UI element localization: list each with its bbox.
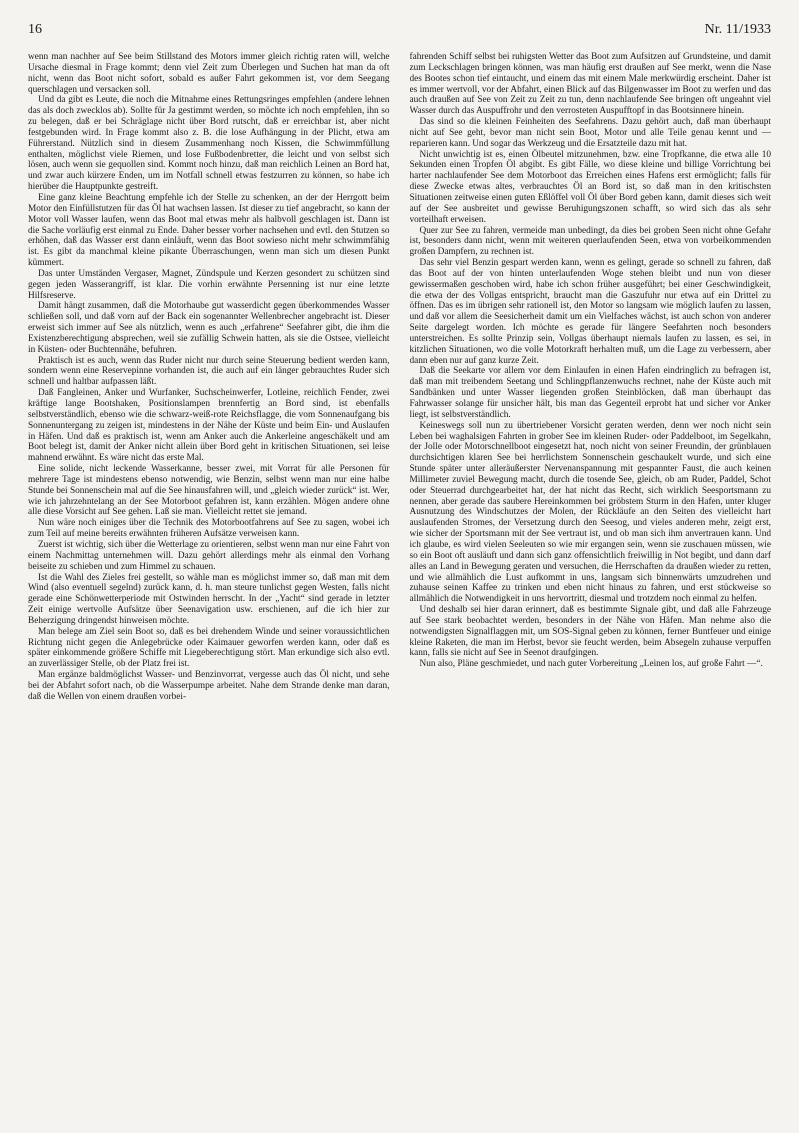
right-column — [410, 52, 772, 1119]
issue-number: Nr. 11/1933 — [704, 22, 771, 37]
page-number: 16 — [28, 22, 42, 37]
paragraph: wenn man nachher auf See beim Stillstand des Motors immer gleich richtig raten will, welche Ursache diesmal in Frage kommt; denn viel Zeit zum Überlegen und Suchen hat man da oft nicht, wenn das Boot nicht sofort, sobald es außer Fahrt gekommen ist, vor dem Seegang querschlagen und versacken soll. — [28, 52, 390, 95]
paragraph: Nun wäre noch einiges über die Technik des Motorbootfahrens auf See zu sagen, wobei ich zum Teil auf meine bereits erwähnten früheren Aufsätze verweisen kann. — [28, 518, 390, 540]
paragraph: Ist die Wahl des Zieles frei gestellt, so wähle man es möglichst immer so, daß man mit dem Wind (also eventuell segelnd) zurück kann, d. h. man steure tunlichst gegen Westen, falls nicht gerade eine Schönwetterperiode mit Ostwinden herrscht. In der „Yacht“ sind gerade in letzter Zeit einige wertvolle Aufsätze über Seenavigation usw. erschienen, auf die ich hier zur Beherzigung dringendst hinweisen möchte. — [28, 572, 390, 626]
paragraph: Praktisch ist es auch, wenn das Ruder nicht nur durch seine Steuerung bedient werden kann, sondern wenn eine Reservepinne vorhanden ist, die auch auf ein länger gebrauchtes Ruder sich schnell und haltbar aufpassen läßt. — [28, 355, 390, 388]
paragraph: Das sehr viel Benzin gespart werden kann, wenn es gelingt, gerade so schnell zu fahren, daß das Boot auf der von hinten unterlaufenden Woge stehen bleibt und nun von dieser gewissermaßen geschoben wird, habe ich schon früher ausgeführt; bei einer Geschwindigkeit, die etwa der des Vollgas entspricht, braucht man die Gaszufuhr nur etwa auf ein Drittel zu öffnen. Das es im übrigen sehr rationell ist, den Motor so langsam wie möglich laufen zu lassen, und daß vor allem die Seesicherheit damit um ein Vielfaches wächst, ist auch schon von anderer Seite dargelegt worden. Ich möchte es gerade für längere Seefahrten noch besonders unterstreichen. Es sollte Prinzip sein, Vollgas überhaupt niemals laufen zu lassen, es sei, in kitzlichen Situationen, wo die volle Motorkraft herhalten muß, um die Lage zu verbessern, aber dann eben nur auf ganz kurze Zeit. — [409, 258, 771, 366]
paragraph: Man belege am Ziel sein Boot so, daß es bei drehendem Winde und seiner voraussichtlichen Richtung nicht gegen die Anlegebrücke oder Kaimauer geworfen werden kann, oder daß es später einkommende größere Schiffe mit Liegeberechtigung stört. Man erkundige sich also evtl. an zuverlässiger Stelle, ob der Platz frei ist. — [28, 626, 390, 670]
article-body — [28, 52, 771, 1119]
paragraph: Und deshalb sei hier daran erinnert, daß es bestimmte Signale gibt, und daß alle Fahrzeuge auf See stark beobachtet werden, besonders in der Nähe von Häfen. Man nehme also die notwendigsten Signalflaggen mit, um SOS-Signal geben zu können, ferner Buntfeuer und einige kleine Raketen, die man im Herbst, bevor sie feucht werden, beim Absegeln zuhause verpuffen kann, falls sie nicht auf See in Seenot draufgingen. — [409, 605, 771, 659]
paragraph: Eine ganz kleine Beachtung empfehle ich der Stelle zu schenken, an der der Herrgott beim Motor den Einfüllstutzen für das Öl hat wachsen lassen. Ist dieser zu tief angebracht, so kann der Motor voll Wasser laufen, wenn das Boot mal etwas mehr als halbvoll geschlagen ist. Dann ist die Sache vorläufig erst einmal zu Ende. Daher besser vorher nachsehen und evtl. den Stutzen so erhöhen, daß das Wasser erst dann einläuft, wenn das Boot sowieso nicht mehr schwimmfähig ist. Es gibt da manchmal kleine pikante Überraschungen, wenn man sich um diesen Punkt kümmert. — [28, 192, 390, 269]
paragraph: Zuerst ist wichtig, sich über die Wetterlage zu orientieren, selbst wenn man nur eine Fahrt von einem Nachmittag unternehmen will. Dazu gehört allerdings mehr als einmal den Vorhang beiseite zu schieben und zum Himmel zu schauen. — [28, 539, 390, 572]
paragraph: Damit hängt zusammen, daß die Motorhaube gut wasserdicht gegen überkommendes Wasser schließen soll, und daß vorn auf der Back ein sogenannter Wellenbrecher angebracht ist. Dieser erweist sich immer auf See als nützlich, wenn es auch „erfahrene“ Seefahrer gibt, die ihm die Existenzberechtigung absprechen, weil sie zufällig Schwein hatten, als sie die Ostsee, vielleicht in Küsten- oder Buchtennähe, befuhren. — [28, 301, 390, 355]
paragraph: Quer zur See zu fahren, vermeide man unbedingt, da dies bei groben Seen nicht ohne Gefahr ist, besonders dann nicht, wenn mit weiteren querlaufenden Seen, etwa von vorbeikommenden großen Dampfern, zu rechnen ist. — [409, 225, 771, 258]
paragraph: Man ergänze baldmöglichst Wasser- und Benzinvorrat, vergesse auch das Öl nicht, und sehe bei der Abfahrt sofort nach, ob die Wasserpumpe arbeitet. Nahe dem Strande denke man daran, daß die Wellen von einem draußen vorbei- — [28, 670, 390, 702]
paragraph: Nun also, Pläne geschmiedet, und nach guter Vorbereitung „Leinen los, auf große Fahrt —“. — [419, 659, 763, 670]
page-header — [28, 22, 771, 44]
paragraph: Eine solide, nicht leckende Wasserkanne, besser zwei, mit Vorrat für alle Personen für mehrere Tage ist mindestens ebenso notwendig, wie Benzin, selbst wenn man nur eine halbe Stunde bei Sonnenschein mal auf die See hinausfahren will, und „gleich wieder zurück“ ist. Wer, wie ich jahrzehntelang an der See Motorboot gefahren ist, kann erzählen. Mögen andere ohne alle diese Vorsicht auf See gehen. Laß sie man. Vielleicht rettet sie jemand. — [28, 464, 390, 518]
left-column — [28, 52, 390, 1119]
paragraph: Daß Fangleinen, Anker und Wurfanker, Suchscheinwerfer, Lotleine, reichlich Fender, zwei kräftige lange Bootshaken, Positionslampen brennfertig an Bord sind, ist ebenfalls selbstverständlich, ebenso wie die schwarz-weiß-rote Reichsflagge, die vom Sonnenaufgang bis Sonnenuntergang zu zeigen ist, mindestens in der Nähe der Küste und beim Ein- und Auslaufen in Häfen. Und daß es praktisch ist, wenn am Anker auch die Ankerleine angeschäkelt und am Boot belegt ist, damit der Anker nicht allein über Bord geht in kritischen Situationen, sei leise mahnend erwähnt. Es wäre nicht das erste Mal. — [28, 388, 390, 464]
paragraph: fahrenden Schiff selbst bei ruhigsten Wetter das Boot zum Aufsitzen auf Grundsteine, und damit zum Leckschlagen bringen können, was man häufig erst draußen auf See merkt, wenn die Nase des Bootes schon tief eintaucht, und einem das mit einem Male merkwürdig erscheint. Daher ist es immer wertvoll, vor der Abfahrt, einen Blick auf das Bilgenwasser im Boot zu werfen und das auch draußen auf See von Zeit zu Zeit zu tun, denn nachlaufende See bringen oft ungeahnt viel Wasser durch das Auspuffrohr und den verrosteten Auspufftopf in das Bootsinnere hinein. — [409, 52, 771, 117]
paragraph: Keineswegs soll nun zu übertriebener Vorsicht geraten werden, denn wer noch nicht sein Leben bei waghalsigen Fahrten in grober See im kleinen Ruder- oder Paddelboot, im Segelkahn, der Jolle oder Motorschnellboot eingesetzt hat, noch nicht von seiner Freundin, der grünblauen durchsichtigen klaren See bei herrlichstem Sonnenschein geschaukelt wurde, und sich eine Stunde später unter alleräußerster Nervenanspannung mit gespannter Faust, die auch keinen Millimeter zuviel Bewegung macht, durch die tosende See, gleich, ob am Ruder, Paddel, Schot oder Steuerrad durchgearbeitet hat, der hat nicht das Recht, sich wirklich Seesportsmann zu nennen, aber gerade das saubere Hereinkommen bei gröbstem Sturm in den Hafen, unter kluger Ausnutzung des Windschutzes der Molen, der Rückläufe an den Seiten des vielleicht hart auslaufenden Stromes, der Versetzung durch den Seesog, und vieles anderen mehr, zeigt erst, wie sicher der Sportsmann mit der See vertraut ist, und ob man sich ihm anvertrauen kann. Und ich glaube, es wird vielen Seeleuten so wie mir ergangen sein, wenn sie zuschauen müssen, wie so ein Boot oft ausläuft und dann sich ganz offensichtlich freiwillig in Not begibt, und dann darf alles an Land in Bewegung geraten und versuchen, die Herrschaften da draußen wieder zu retten, und wie allmählich die Lust aufkommt in uns, langsam sich binnenwärts umzudrehen und zuhause seinen Kaffee zu trinken und eben nicht hinaus zu fahren, und erst stückweise so allmählich die Notwendigkeit in uns hervortritt, diesmal und trotzdem noch einmal zu helfen. — [409, 420, 771, 605]
paragraph: Daß die Seekarte vor allem vor dem Einlaufen in einen Hafen eindringlich zu befragen ist, daß man mit treibendem Seetang und Schlingpflanzenwuchs rechnet, nahe der Küste auch mit Sandbänken und unter Wasser liegenden großen Steinblöcken, daß man überhaupt das Fahrwasser solange für unsicher hält, bis man das Gegenteil erprobt hat und sicher vor Anker liegt, ist selbstverständlich. — [409, 366, 771, 420]
paragraph: Das sind so die kleinen Feinheiten des Seefahrens. Dazu gehört auch, daß man überhaupt nicht auf See geht, bevor man nicht sein Boot, Motor und alle Teile genau kennt und — reparieren kann. Und sogar das Werkzeug und die Ersatzteile dazu mit hat. — [409, 117, 771, 149]
paragraph: Und da gibt es Leute, die noch die Mitnahme eines Rettungsringes empfehlen (andere lehnen das als doch zwecklos ab). Sollte für Ja gestimmt werden, so möchte ich noch empfehlen, ihn so zu belegen, daß er bei Schräglage nicht über Bord rutscht, daß er erreichbar ist, aber nicht festgebunden wird. In Frage kommt also z. B. die lose Aufhängung in der Plicht, etwa am Führerstand. Nützlich sind in diesem Zusammenhang noch Kissen, die Schwimmfüllung enthalten, möglichst viele Riemen, und lose Fußbodenbretter, die leicht und von selbst sich lösen, auch wenn sie gequollen sind. Kommt noch hinzu, daß man reichlich Leinen an Bord hat, und zwar auch kürzere Enden, um im Notfall schnell etwas festzurren zu können, so habe ich hierüber die Hauptpunkte gestreift. — [28, 95, 390, 193]
paragraph: Das unter Umständen Vergaser, Magnet, Zündspule und Kerzen gesondert zu schützen sind gegen jeden Wasserangriff, ist klar. Die vorhin erwähnte Persenning ist nur eine letzte Hilfsreserve. — [28, 268, 390, 301]
paragraph: Nicht unwichtig ist es, einen Ölbeutel mitzunehmen, bzw. eine Tropfkanne, die etwa alle 10 Sekunden einen Tropfen Öl abgibt. Es gibt Fälle, wo diese kleine und billige Vorrichtung bei harter nachlaufender See dem Motorboot das Erreichen eines Hafens erst ermöglicht; falls für diese Zwecke etwas altes, verbrauchtes Öl an Bord ist, so daß man in den kritischsten Situationen zeitweise einen guten Eßlöffel voll Öl über Bord geben kann, damit dieses sich weit auf der See ausbreitet und gewisse Beruhigungszonen schafft, so wird sich das als sehr vorteilhaft erweisen. — [409, 149, 771, 225]
